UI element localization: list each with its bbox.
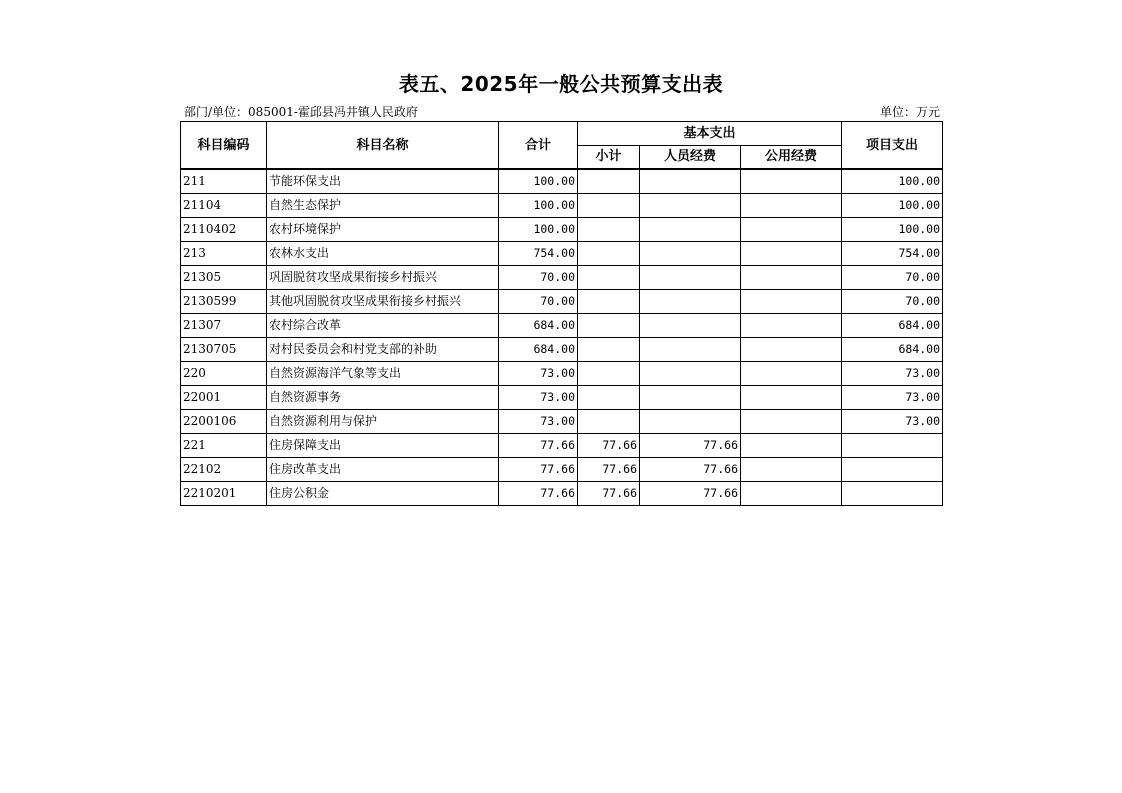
- cell-code: 22001: [181, 386, 267, 410]
- cell-public: [741, 482, 842, 506]
- cell-public: [741, 410, 842, 434]
- table-row: [181, 362, 943, 386]
- cell-personnel: [640, 386, 741, 410]
- cell-subtotal: [578, 290, 640, 314]
- cell-total: 70.00: [499, 266, 578, 290]
- cell-subtotal: 77.66: [578, 458, 640, 482]
- cell-public: [741, 218, 842, 242]
- department-label: 部门/单位：085001-霍邱县冯井镇人民政府: [184, 105, 418, 119]
- cell-personnel: [640, 169, 741, 194]
- cell-name: 农村综合改革: [267, 314, 499, 338]
- cell-code: 21305: [181, 266, 267, 290]
- cell-total: 73.00: [499, 362, 578, 386]
- unit-label: 单位：万元: [879, 105, 940, 119]
- table-row: [181, 194, 943, 218]
- cell-subtotal: [578, 218, 640, 242]
- cell-project: [842, 434, 943, 458]
- cell-public: [741, 290, 842, 314]
- page-title: 表五、2025年一般公共预算支出表: [398, 72, 724, 96]
- cell-public: [741, 314, 842, 338]
- cell-code: 221: [181, 434, 267, 458]
- table-row: [181, 242, 943, 266]
- cell-total: 100.00: [499, 169, 578, 194]
- cell-subtotal: [578, 410, 640, 434]
- cell-name: 农村环境保护: [267, 218, 499, 242]
- cell-personnel: 77.66: [640, 482, 741, 506]
- cell-total: 70.00: [499, 290, 578, 314]
- cell-code: 22102: [181, 458, 267, 482]
- cell-project: 73.00: [842, 386, 943, 410]
- cell-project: [842, 482, 943, 506]
- table-row: [181, 169, 943, 194]
- cell-name: 其他巩固脱贫攻坚成果衔接乡村振兴: [267, 290, 499, 314]
- cell-name: 住房公积金: [267, 482, 499, 506]
- header-public: 公用经费: [741, 146, 842, 170]
- header-code: 科目编码: [181, 122, 267, 170]
- header-project: 项目支出: [842, 122, 943, 170]
- cell-code: 2130705: [181, 338, 267, 362]
- cell-personnel: 77.66: [640, 434, 741, 458]
- cell-project: 70.00: [842, 290, 943, 314]
- cell-name: 对村民委员会和村党支部的补助: [267, 338, 499, 362]
- cell-total: 100.00: [499, 218, 578, 242]
- cell-code: 211: [181, 169, 267, 194]
- table-header: [181, 122, 943, 170]
- cell-subtotal: [578, 242, 640, 266]
- cell-name: 自然资源事务: [267, 386, 499, 410]
- cell-project: 70.00: [842, 266, 943, 290]
- cell-personnel: 77.66: [640, 458, 741, 482]
- cell-public: [741, 434, 842, 458]
- cell-total: 73.00: [499, 386, 578, 410]
- unit-line: [180, 103, 942, 121]
- table-row: [181, 218, 943, 242]
- cell-personnel: [640, 290, 741, 314]
- cell-code: 2200106: [181, 410, 267, 434]
- cell-personnel: [640, 338, 741, 362]
- cell-public: [741, 194, 842, 218]
- cell-subtotal: [578, 362, 640, 386]
- cell-subtotal: [578, 266, 640, 290]
- table-row: [181, 386, 943, 410]
- header-basic: 基本支出: [578, 122, 842, 146]
- cell-personnel: [640, 314, 741, 338]
- cell-subtotal: [578, 314, 640, 338]
- table-row: [181, 290, 943, 314]
- cell-total: 100.00: [499, 194, 578, 218]
- cell-public: [741, 242, 842, 266]
- table-row: [181, 410, 943, 434]
- table-row: [181, 458, 943, 482]
- cell-personnel: [640, 218, 741, 242]
- cell-subtotal: [578, 386, 640, 410]
- cell-name: 农林水支出: [267, 242, 499, 266]
- cell-subtotal: 77.66: [578, 434, 640, 458]
- cell-total: 754.00: [499, 242, 578, 266]
- table-row: [181, 314, 943, 338]
- cell-total: 684.00: [499, 338, 578, 362]
- cell-name: 自然资源利用与保护: [267, 410, 499, 434]
- cell-public: [741, 266, 842, 290]
- cell-project: 684.00: [842, 338, 943, 362]
- cell-code: 2210201: [181, 482, 267, 506]
- cell-personnel: [640, 362, 741, 386]
- cell-name: 住房保障支出: [267, 434, 499, 458]
- cell-code: 2130599: [181, 290, 267, 314]
- cell-code: 220: [181, 362, 267, 386]
- cell-personnel: [640, 410, 741, 434]
- cell-personnel: [640, 266, 741, 290]
- cell-subtotal: 77.66: [578, 482, 640, 506]
- table-row: [181, 338, 943, 362]
- budget-table: [180, 121, 943, 506]
- cell-project: 100.00: [842, 169, 943, 194]
- cell-project: [842, 458, 943, 482]
- cell-name: 自然生态保护: [267, 194, 499, 218]
- table-row: [181, 434, 943, 458]
- cell-total: 77.66: [499, 482, 578, 506]
- table-body: [181, 169, 943, 506]
- header-name: 科目名称: [267, 122, 499, 170]
- cell-project: 684.00: [842, 314, 943, 338]
- cell-total: 77.66: [499, 458, 578, 482]
- cell-personnel: [640, 194, 741, 218]
- cell-total: 77.66: [499, 434, 578, 458]
- cell-project: 100.00: [842, 218, 943, 242]
- header-personnel: 人员经费: [640, 146, 741, 170]
- cell-project: 73.00: [842, 410, 943, 434]
- cell-total: 684.00: [499, 314, 578, 338]
- cell-code: 2110402: [181, 218, 267, 242]
- cell-subtotal: [578, 169, 640, 194]
- cell-code: 21104: [181, 194, 267, 218]
- cell-code: 21307: [181, 314, 267, 338]
- cell-subtotal: [578, 194, 640, 218]
- cell-name: 住房改革支出: [267, 458, 499, 482]
- cell-public: [741, 458, 842, 482]
- cell-name: 自然资源海洋气象等支出: [267, 362, 499, 386]
- cell-public: [741, 362, 842, 386]
- cell-project: 100.00: [842, 194, 943, 218]
- cell-public: [741, 386, 842, 410]
- cell-total: 73.00: [499, 410, 578, 434]
- cell-name: 巩固脱贫攻坚成果衔接乡村振兴: [267, 266, 499, 290]
- cell-project: 754.00: [842, 242, 943, 266]
- cell-public: [741, 169, 842, 194]
- cell-code: 213: [181, 242, 267, 266]
- cell-personnel: [640, 242, 741, 266]
- cell-name: 节能环保支出: [267, 169, 499, 194]
- header-total: 合计: [499, 122, 578, 170]
- cell-subtotal: [578, 338, 640, 362]
- cell-project: 73.00: [842, 362, 943, 386]
- header-subtotal: 小计: [578, 146, 640, 170]
- cell-public: [741, 338, 842, 362]
- table-row: [181, 266, 943, 290]
- table-row: [181, 482, 943, 506]
